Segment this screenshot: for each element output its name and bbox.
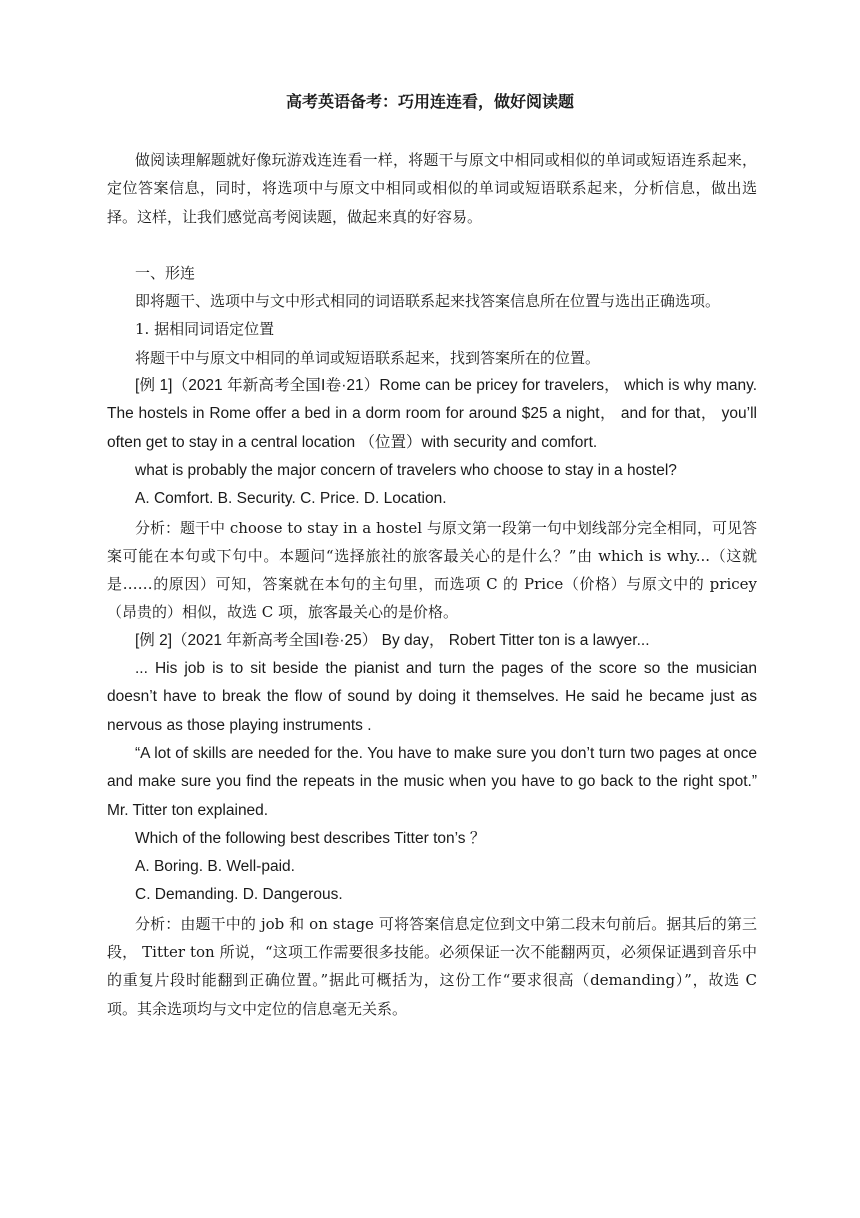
- document-title: 高考英语备考：巧用连连看，做好阅读题: [285, 92, 574, 111]
- example-1-analysis: 分析：题干中 choose to stay in a hostel 与原文第一段第一句中划线部分完全相同，可见答案可能在本句或下句中。本题问“选择旅社的旅客最关心的是什么？”由 which is why...（这就是……的原因）可知，答案就在本句的主句里，而选项 C 的 Price（价格）与原文中的 pricey（昂贵的）相似，故选 C 项，旅客最关心的是价格。: [107, 518, 757, 622]
- example-2-passage-1: ... His job is to sit beside the pianist and turn the pages of the score so the musician doesn’t have to break the flow of sound by doing it themselves. He said he became just as nervous as those playing instruments .: [107, 660, 757, 734]
- spacer: [107, 231, 757, 259]
- example-1-question: what is probably the major concern of travelers who choose to stay in a hostel?: [135, 461, 677, 479]
- subsection-heading: 1. 据相同词语定位置: [135, 320, 275, 339]
- example-2-analysis: 分析：由题干中的 job 和 on stage 可将答案信息定位到文中第二段末句前后。据其后的第三段， Titter ton 所说，“这项工作需要很多技能。必须保证一次不能翻两页，必须保证遇到音乐中的重复片段时能翻到正确位置。”据此可概括为，这份工作“要求很高（demanding）”，故选 C 项。其余选项均与文中定位的信息毫无关系。: [107, 914, 757, 1018]
- subsection-description: 将题干中与原文中相同的单词或短语联系起来，找到答案所在的位置。: [135, 348, 601, 367]
- example-1-options: A. Comfort. B. Security. C. Price. D. Location.: [135, 490, 447, 508]
- document-body: [107, 146, 757, 1023]
- example-1-passage: [例 1]（2021 年新高考全国Ⅰ卷·21）Rome can be pricey for travelers， which is why many. The hostels in Rome offer a bed in a dorm room for around $25 a night， and for that， you’ll often get to stay in a central location （位置）with security and comfort.: [107, 377, 757, 451]
- example-2-options-cd: C. Demanding. D. Dangerous.: [135, 886, 343, 904]
- example-2-options-ab: A. Boring. B. Well-paid.: [135, 858, 295, 876]
- section-description: 即将题干、选项中与文中形式相同的词语联系起来找答案信息所在位置与选出正确选项。: [135, 292, 721, 311]
- example-2-intro: [例 2]（2021 年新高考全国Ⅰ卷·25） By day， Robert Titter ton is a lawyer...: [135, 631, 650, 649]
- intro-paragraph: 做阅读理解题就好像玩游戏连连看一样，将题干与原文中相同或相似的单词或短语连系起来，定位答案信息，同时，将选项中与原文中相同或相似的单词或短语联系起来，分析信息，做出选择。这样，让我们感觉高考阅读题，做起来真的好容易。: [107, 151, 757, 226]
- example-2-question: Which of the following best describes Titter ton’s ？: [135, 829, 486, 847]
- example-2-passage-2: “A lot of skills are needed for the. You have to make sure you don’t turn two pages at once and make sure you find the repeats in the music when you have to go back to the right spot.” Mr. Titter ton explained.: [107, 744, 757, 819]
- section-heading: 一、形连: [135, 263, 196, 282]
